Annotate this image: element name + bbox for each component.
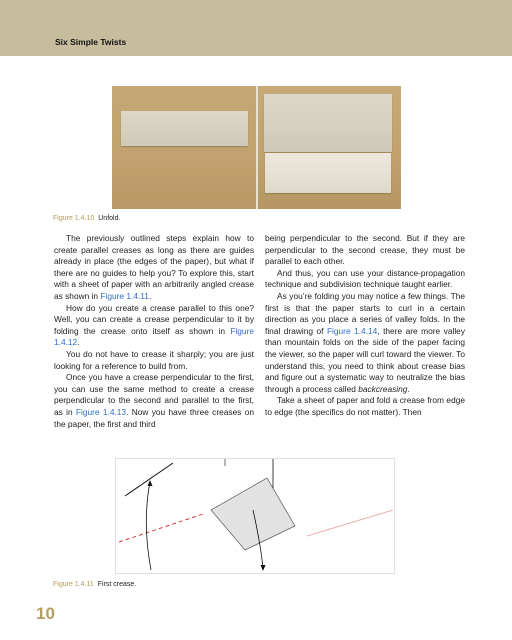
- paragraph: [54, 233, 254, 303]
- figure-link[interactable]: Figure 1.4.12: [54, 325, 254, 348]
- figure-1-4-10-photos: [112, 86, 401, 209]
- paper-lower-half: [265, 153, 391, 193]
- paragraph: [265, 291, 465, 395]
- text-run: As you’re folding you may notice a few things. The first is that the paper starts to curl in a certain direction as you place a series of valley folds. In the final drawing of: [265, 290, 465, 336]
- figure-caption-text: Unfold.: [98, 215, 121, 222]
- paragraph: And thus, you can use your distance-propagation technique and subdivision technique taught earlier.: [265, 267, 465, 290]
- paragraph: [54, 303, 254, 349]
- running-header: Six Simple Twists: [55, 37, 127, 47]
- figure-label: Figure 1.4.10: [53, 215, 95, 222]
- figure-caption-top: [53, 215, 120, 222]
- text-run: . Now you have three creases on the paper, the first and third: [54, 406, 254, 429]
- body-column-left: [54, 233, 254, 430]
- text-run: .: [407, 383, 410, 394]
- paper-upper-half: [264, 94, 392, 152]
- figure-caption-bottom: [53, 581, 136, 588]
- paper-strip: [121, 111, 248, 146]
- paragraph: You do not have to crease it sharply; you are just looking for a reference to build from.: [54, 348, 254, 371]
- text-run: How do you create a crease parallel to this one? Well, you can create a crease perpendicular to it by folding the crease onto itself as shown in: [54, 302, 254, 336]
- page-number: 10: [36, 604, 55, 623]
- figure-link[interactable]: Figure 1.4.13: [75, 406, 127, 417]
- text-run: The previously outlined steps explain how to create parallel creases as long as there are guides already in place (the edges of the paper), but what if there are no guides to help you? To explore this, start with a sheet of paper with an arbitrarily angled crease as shown in: [54, 233, 254, 301]
- text-run: .: [148, 290, 152, 301]
- text-run: .: [77, 337, 80, 348]
- paragraph: Take a sheet of paper and fold a crease from edge to edge (the specifics do not matter). Then: [265, 395, 465, 417]
- figure-label: Figure 1.4.11: [53, 581, 94, 588]
- paragraph: [54, 372, 254, 430]
- text-run: , there are more valley than mountain folds on the side of the paper facing the viewer, so the paper will curl toward the viewer. To understand this, you need to think about crease bias and figure out a systematic way to neutralize the bias through a process called: [265, 325, 465, 394]
- emphasis: backcreasing: [358, 383, 408, 394]
- header-band: [0, 0, 512, 56]
- paragraph: being perpendicular to the second. But if they are perpendicular to the second crease, they must be parallel to each other.: [265, 233, 465, 267]
- figure-link[interactable]: Figure 1.4.14: [326, 325, 378, 336]
- photo-unfolded-paper: [258, 86, 401, 209]
- diagram-frame: [115, 458, 395, 574]
- text-run: Once you have a crease perpendicular to the first, you can use the same method to create a crease perpendicular to the second and parallel to the first, as in: [54, 372, 254, 417]
- figure-1-4-11-diagrams: [115, 458, 395, 574]
- photo-folded-strip: [112, 86, 256, 209]
- figure-caption-text: First crease.: [97, 581, 137, 588]
- body-column-right: [265, 233, 465, 419]
- figure-link[interactable]: Figure 1.4.11: [100, 290, 149, 301]
